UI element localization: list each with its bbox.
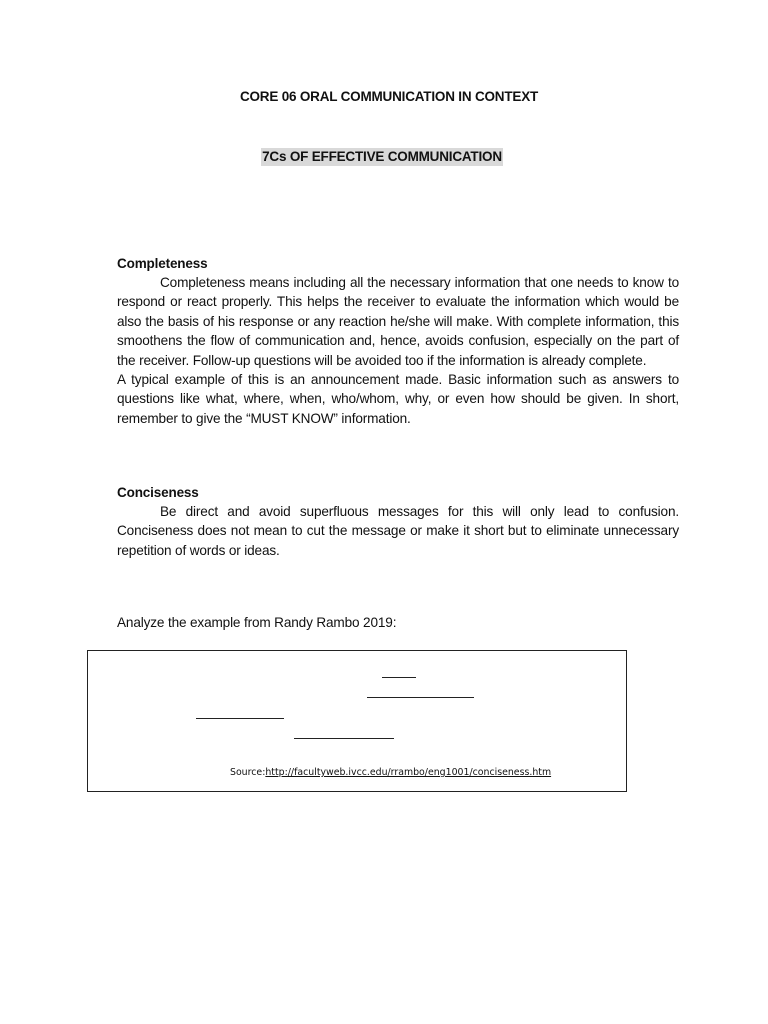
section-heading-conciseness: Conciseness <box>117 485 199 500</box>
source-link[interactable]: http://facultyweb.ivcc.edu/rrambo/eng1001/conciseness.htm <box>265 767 552 778</box>
blank-line <box>196 718 284 719</box>
document-title: CORE 06 ORAL COMMUNICATION IN CONTEXT <box>239 89 539 104</box>
document-subtitle: 7Cs OF EFFECTIVE COMMUNICATION <box>262 149 502 164</box>
section-completeness <box>117 254 679 428</box>
example-intro: Analyze the example from Randy Rambo 2019: <box>117 615 397 630</box>
completeness-paragraph-1: Completeness means including all the necessary information that one needs to know to respond or react properly. This helps the receiver to evaluate the information which would be also the basis of his response or any reaction he/she will make. With complete information, this smoothens the flow of communication and, hence, avoids confusion, especially on the part of the receiver. Follow-up questions will be avoided too if the information is already complete. <box>117 275 679 368</box>
subtitle-wrapper <box>0 148 764 166</box>
conciseness-paragraph-1: Be direct and avoid superfluous messages for this will only lead to confusion. Conciseness does not mean to cut the message or make it short but to eliminate unnecessary repetition of words or ideas. <box>117 504 679 558</box>
source-citation <box>230 767 551 778</box>
section-heading-completeness: Completeness <box>117 256 208 271</box>
example-box <box>87 650 627 792</box>
blank-line <box>382 677 416 678</box>
blank-line <box>367 697 474 698</box>
section-conciseness <box>117 483 679 560</box>
blank-line <box>294 738 394 739</box>
completeness-paragraph-2: A typical example of this is an announcement made. Basic information such as answers to questions like what, where, when, who/whom, why, or even how should be given. In short, remember to give the “MUST KNOW” information. <box>117 372 679 426</box>
source-label: Source: <box>230 767 266 778</box>
